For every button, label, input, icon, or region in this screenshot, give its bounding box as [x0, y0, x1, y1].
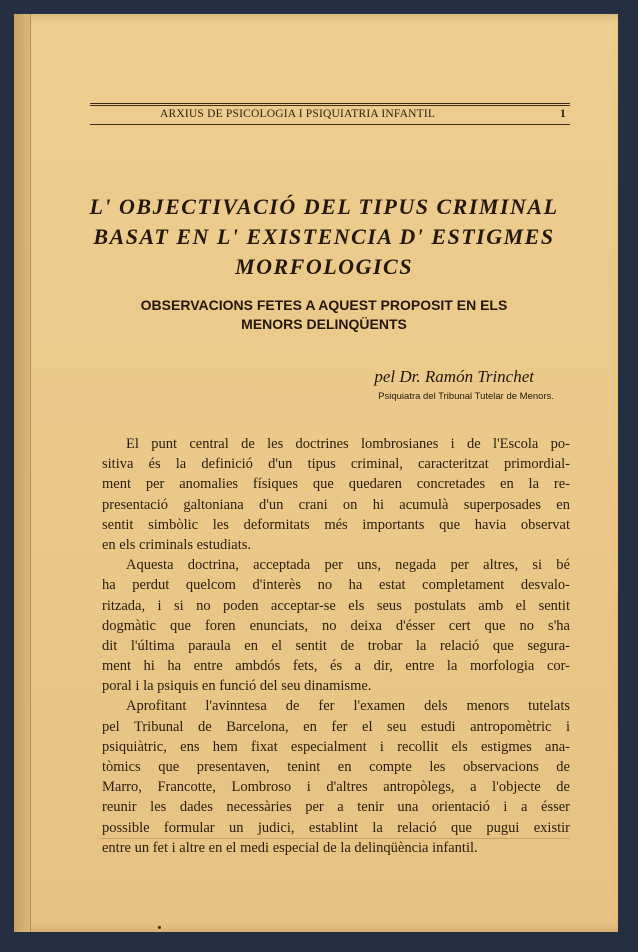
page-number: 1	[560, 108, 566, 120]
article-subtitle-line: MENORS DELINQÜENTS	[241, 316, 407, 332]
body-line: dogmàtic que foren enunciats, no deixa d'ésser cert que no s'ha	[102, 617, 570, 634]
article-title	[74, 192, 574, 282]
author-affiliation: Psiquiatra del Tribunal Tutelar de Menors.	[378, 391, 554, 402]
faint-bottom-line	[100, 838, 570, 839]
body-line: Aquesta doctrina, acceptada per uns, negada per altres, si bé	[126, 557, 570, 574]
header-rule-top	[90, 103, 570, 104]
article-title-line: BASAT EN L' EXISTENCIA D' ESTIGMES	[93, 224, 555, 249]
body-line: ment per anomalies físiques que quedaren concretades en la re-	[102, 476, 570, 493]
author-byline: pel Dr. Ramón Trinchet	[374, 367, 534, 386]
body-line: Aprofitant l'avinntesa de fer l'examen dels menors tutelats	[126, 698, 570, 715]
body-line: pel Tribunal de Barcelona, en fer el seu estudi antropomètric i	[102, 718, 570, 735]
body-line: Marro, Francotte, Lombroso i d'altres antropòlegs, a l'objecte de	[102, 779, 570, 796]
running-head	[90, 108, 570, 124]
article-title-line: MORFOLOGICS	[235, 254, 413, 279]
body-line: sitiva és la definició d'un tipus criminal, caracteritzat primordial-	[102, 456, 570, 473]
article-body	[102, 434, 570, 858]
body-line: tòmics que presentaven, tenint en compte les observacions de	[102, 759, 570, 775]
body-line: psiquiàtric, ens hem fixat especialment i recollit els estigmes ana-	[102, 738, 570, 755]
article-title-line: L' OBJECTIVACIÓ DEL TIPUS CRIMINAL	[89, 194, 559, 219]
body-line: El punt central de les doctrines lombrosianes i de l'Escola po-	[126, 436, 570, 452]
paper-speck	[158, 926, 161, 929]
body-line: entre un fet i altre en el medi especial de la delinqüència infantil.	[102, 839, 478, 856]
article-subtitle-line: OBSERVACIONS FETES A AQUEST PROPOSIT EN ELS	[140, 297, 508, 313]
body-line: reunir les dades necessàries per a tenir una orientació i a ésser	[102, 799, 570, 816]
body-line: ha perdut quelcom d'interès no ha estat completament desvalo-	[102, 577, 570, 594]
body-line: ritzada, i si no poden acceptar-se els seus postulats amb el sentit	[102, 597, 570, 614]
body-line: sentit simbòlic les deformitats més importants que havia observat	[102, 516, 570, 533]
body-line: en els criminals estudiats.	[102, 536, 251, 553]
page-spine-edge	[14, 14, 31, 932]
article-subtitle	[74, 296, 574, 334]
header-rule-top-second	[90, 105, 570, 106]
body-line: dit l'última paraula en el sentit de trobar la relació que segura-	[102, 637, 570, 654]
journal-page	[14, 14, 618, 932]
body-line: possible formular un judici, establint la relació que pugui existir	[102, 819, 570, 836]
body-line: poral i la psiquis en funció del seu dinamisme.	[102, 678, 372, 695]
header-rule-bottom	[90, 124, 570, 125]
body-line: presentació galtoniana d'un crani on hi acumulà superposades en	[102, 496, 570, 513]
journal-title: ARXIUS DE PSICOLOGIA I PSIQUIATRIA INFANTIL	[160, 108, 436, 120]
body-line: ment hi ha entre ambdós fets, és a dir, entre la morfologia cor-	[102, 658, 570, 675]
